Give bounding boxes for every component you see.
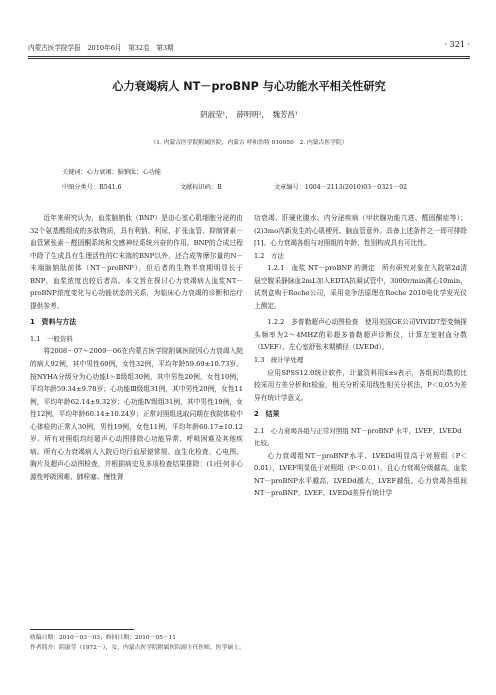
header-rule-thin [28,58,470,59]
general-paragraph: 将2008－07～2009－06在内蒙古医学院附属医院因心力衰竭入院的病人92例，其中男性60例，女性32例，平均年龄59.69±10.73岁。按NYHA分级分为心功能Ⅰ～Ⅱ级组30例，其中男性20例，女性10例，平均年龄59.34±9.78岁；心功能Ⅲ级组31例，其中男性20例，女性11例，平均年龄62.14±9.32岁；心功能Ⅳ级组31例，其中男性19例，女性12例，平均年龄60.14±10.24岁；正常对照组选取同期在我院体检中心体检的正常人30例，男性19例，女性11例，平均年龄60.17±10.12岁。所有对照组均经超声心动图排除心功能异常、呼吸困难及其他疾病。所有心力衰竭病人入院后均行血尿便常规、血生化检查、心电图、胸片及超声心动图检查，并根据病史及多项检查结果排除：(1)任何非心源性呼吸困难、肺栓塞、慢性肾 [30,347,243,481]
subsection-heading-general: 1.1 一般资料 [30,334,73,343]
article-number: 文章编号：1004－2113(2010)03－0321－02 [274,184,408,191]
running-head [28,40,470,54]
continued-paragraph: 功衰竭、肝硬化腹水、内分泌疾病（甲状腺功能亢进、醛固酮症等）；(2)3mo内新发生的心肌梗死、脑血管意外。具备上述条件之一即可排除[1]。心力衰竭各组与对照组的年龄、性别构成具有可比性。 [254,214,467,248]
journal-info: 内蒙古医学院学报 2010年6月 第32卷 第3期 [28,44,174,52]
results-paragraph: 心力衰竭组NT－proBNP水平、LVEDd明显高于对照组（P＜0.01），LVEF明显低于对照组（P＜0.01），且心力衰竭分级越高，血浆NT－proBNP水平越高，LVEDd越大，LVEF越低。心力衰竭各组间NT－proBNP、LVEF、LVEDd差异有统计学 [254,451,467,498]
footnote-rule [30,629,134,630]
subsection-heading-stat: 1.3 统计学处理 [254,356,304,365]
author-note: 作者简介：阴淑莹（1972－），女，内蒙古医学院附属医院副主任医师，医学硕士。 [30,645,245,651]
subsection-heading-nt-probnp: 1.2.1 血浆 NT－proBNP 的测定 [267,264,375,273]
author-affiliation: （1. 内蒙古医学院附属医院，内蒙古 呼和浩特 010050 2. 内蒙古医学院） [150,140,348,146]
section-heading-results: 2 结果 [254,410,280,419]
nt-probnp-paragraph: 所有研究对象在入院第2d清晨空腹采静脉血2mL加入EDTA抗凝试管中，3000r/min离心10min，试剂盒购于Roche公司，采用竞争法原理在Roche 2010电化学发光仪上测定。 [254,264,468,310]
left-column [30,212,243,483]
doc-code: 文献标识码：B [180,184,222,191]
page-number: · 321 · [444,40,470,49]
received-dates: 收稿日期：2010－03－03；修回日期：2010－05－11 [30,635,176,641]
subsection-heading-method: 1.2 方法 [254,251,284,260]
stat-paragraph: 应用SPSS12.0统计软件，计量资料用x̄±s表示，各组间均数的比较采用方差分析和t检验，相关分析采用线性相关分析法，P＜0.05为差异有统计学意义。 [254,368,467,402]
class-number: 中图分类号：R541.6 [62,184,122,191]
right-column [254,212,467,500]
subsection-heading-2-1: 2.1 心力衰竭各组与正常对照组 NT－proBNP 水平、LVEF、LVEDd 比较。 [254,426,462,448]
echo-paragraph: 使用美国GE公司VIVID7型变频探头频率为2～4MHZ的彩超多普勒超声诊断仪，计算左室射血分数（LVEF）、左心室舒张末期横径（LVEDd）。 [254,318,467,352]
article-title: 心力衰竭病人 NT－proBNP 与心功能水平相关性研究 [112,80,386,93]
subsection-heading-echo: 1.2.2 多普勒超声心动图检查 [267,318,359,327]
author-list: 阴淑莹¹， 薛明明²， 魏芳昌¹ [200,110,298,119]
section-heading-methods: 1 资料与方法 [30,318,77,327]
intro-paragraph: 近年来研究认为，血浆脑钠肽（BNP）是由心室心肌细胞分泌的由32个氨基酸组成的多肽物质，具有利钠、利尿、扩张血管、抑制肾素－血管紧张素－醛固酮系统和交感神经系统兴奋的作用。BNP的合成过程中除了生成具有生理活性的C末端的BNP以外，还合成等摩尔量的N－末端脑钠肽前体（NT－proBNP），但后者的生物半衰期明显长于BNP，血浆浓度也较后者高。本文旨在探讨心力衰竭病人血浆NT－proBNP浓度变化与心功能状态的关系，为临床心力衰竭的诊断和治疗提供参考。 [30,214,243,310]
footnotes [30,633,245,653]
header-rule [28,56,470,57]
keywords: 关键词：心力衰竭；脑钠肽；心功能 [62,169,161,176]
